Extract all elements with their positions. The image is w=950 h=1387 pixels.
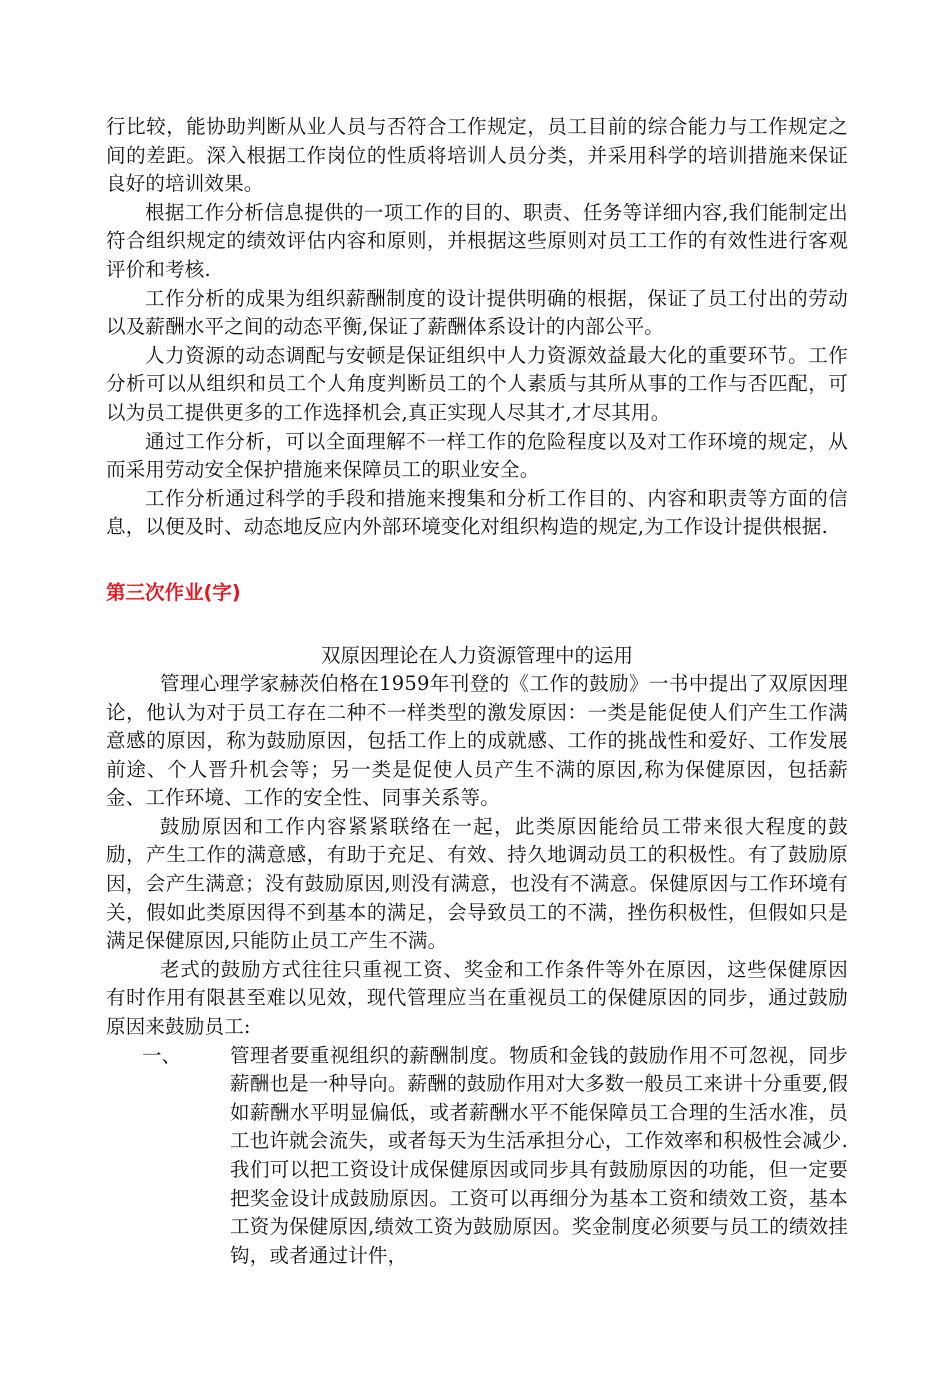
paragraph-safety: 通过工作分析，可以全面理解不一样工作的危险程度以及对工作环境的规定，从而采用劳动安全保护措施来保障员工的职业安全。 xyxy=(106,429,848,482)
article-paragraph-traditional: 老式的鼓励方式往往只重视工资、奖金和工作条件等外在原因，这些保健原因有时作用有限甚至难以见效，现代管理应当在重视员工的保健原因的同步，通过鼓励原因来鼓励员工: xyxy=(106,957,848,1039)
paragraph-job-design: 工作分析通过科学的手段和措施来搜集和分析工作目的、内容和职责等方面的信息，以便及时、动态地反应内外部环境变化对组织构造的规定,为工作设计提供根据. xyxy=(106,486,848,539)
document-page xyxy=(106,113,848,1270)
list-item-text: 管理者要重视组织的薪酬制度。物质和金钱的鼓励作用不可忽视，同步薪酬也是一种导向。薪酬的鼓励作用对大多数一般员工来讲十分重要,假如薪酬水平明显偏低，或者薪酬水平不能保障员工合理的生活水准，员工也许就会流失，或者每天为生活承担分心，工作效率和积极性会减少.我们可以把工资设计成保健原因或同步具有鼓励原因的功能，但一定要把奖金设计成鼓励原因。工资可以再细分为基本工资和绩效工资，基本工资为保健原因,绩效工资为鼓励原因。奖金制度必须要与员工的绩效挂钩，或者通过计件， xyxy=(230,1043,848,1267)
paragraph-salary: 工作分析的成果为组织薪酬制度的设计提供明确的根据，保证了员工付出的劳动以及薪酬水平之间的动态平衡,保证了薪酬体系设计的内部公平。 xyxy=(106,286,848,339)
paragraph-performance: 根据工作分析信息提供的一项工作的目的、职责、任务等详细内容,我们能制定出符合组织规定的绩效评估内容和原则，并根据这些原则对员工工作的有效性进行客观评价和考核. xyxy=(106,200,848,281)
paragraph-allocation: 人力资源的动态调配与安顿是保证组织中人力资源效益最大化的重要环节。工作分析可以从组织和员工个人角度判断员工的个人素质与其所从事的工作与否匹配，可以为员工提供更多的工作选择机会,真正实现人尽其才,才尽其用。 xyxy=(106,343,848,424)
article-paragraph-motivation: 鼓励原因和工作内容紧紧联络在一起，此类原因能给员工带来很大程度的鼓励，产生工作的满意感，有助于充足、有效、持久地调动员工的积极性。有了鼓励原因，会产生满意；没有鼓励原因,则没有满意，也没有不满意。保健原因与工作环境有关，假如此类原因得不到基本的满足，会导致员工的不满，挫伤积极性，但假如只是满足保健原因,只能防止员工产生不满。 xyxy=(106,814,848,953)
list-marker: 一、 xyxy=(142,1043,182,1067)
list-item xyxy=(106,1042,848,1271)
paragraph-training: 行比较，能协助判断从业人员与否符合工作规定，员工目前的综合能力与工作规定之间的差距。深入根据工作岗位的性质将培训人员分类，并采用科学的培训措施来保证良好的培训效果。 xyxy=(106,115,848,196)
article-title: 双原因理论在人力资源管理中的运用 xyxy=(320,643,633,667)
article-paragraph-intro: 管理心理学家赫茨伯格在1959年刊登的《工作的鼓励》一书中提出了双原因理论，他认为对于员工存在二种不一样类型的激发原因：一类是能促使人们产生工作满意感的原因，称为鼓励原因，包括工作上的成就感、工作的挑战性和爱好、工作发展前途、个人晋升机会等；另一类是促使人员产生不满的原因,称为保健原因，包括薪金、工作环境、工作的安全性、同事关系等。 xyxy=(106,671,848,810)
section-heading: 第三次作业(字) xyxy=(106,580,241,604)
